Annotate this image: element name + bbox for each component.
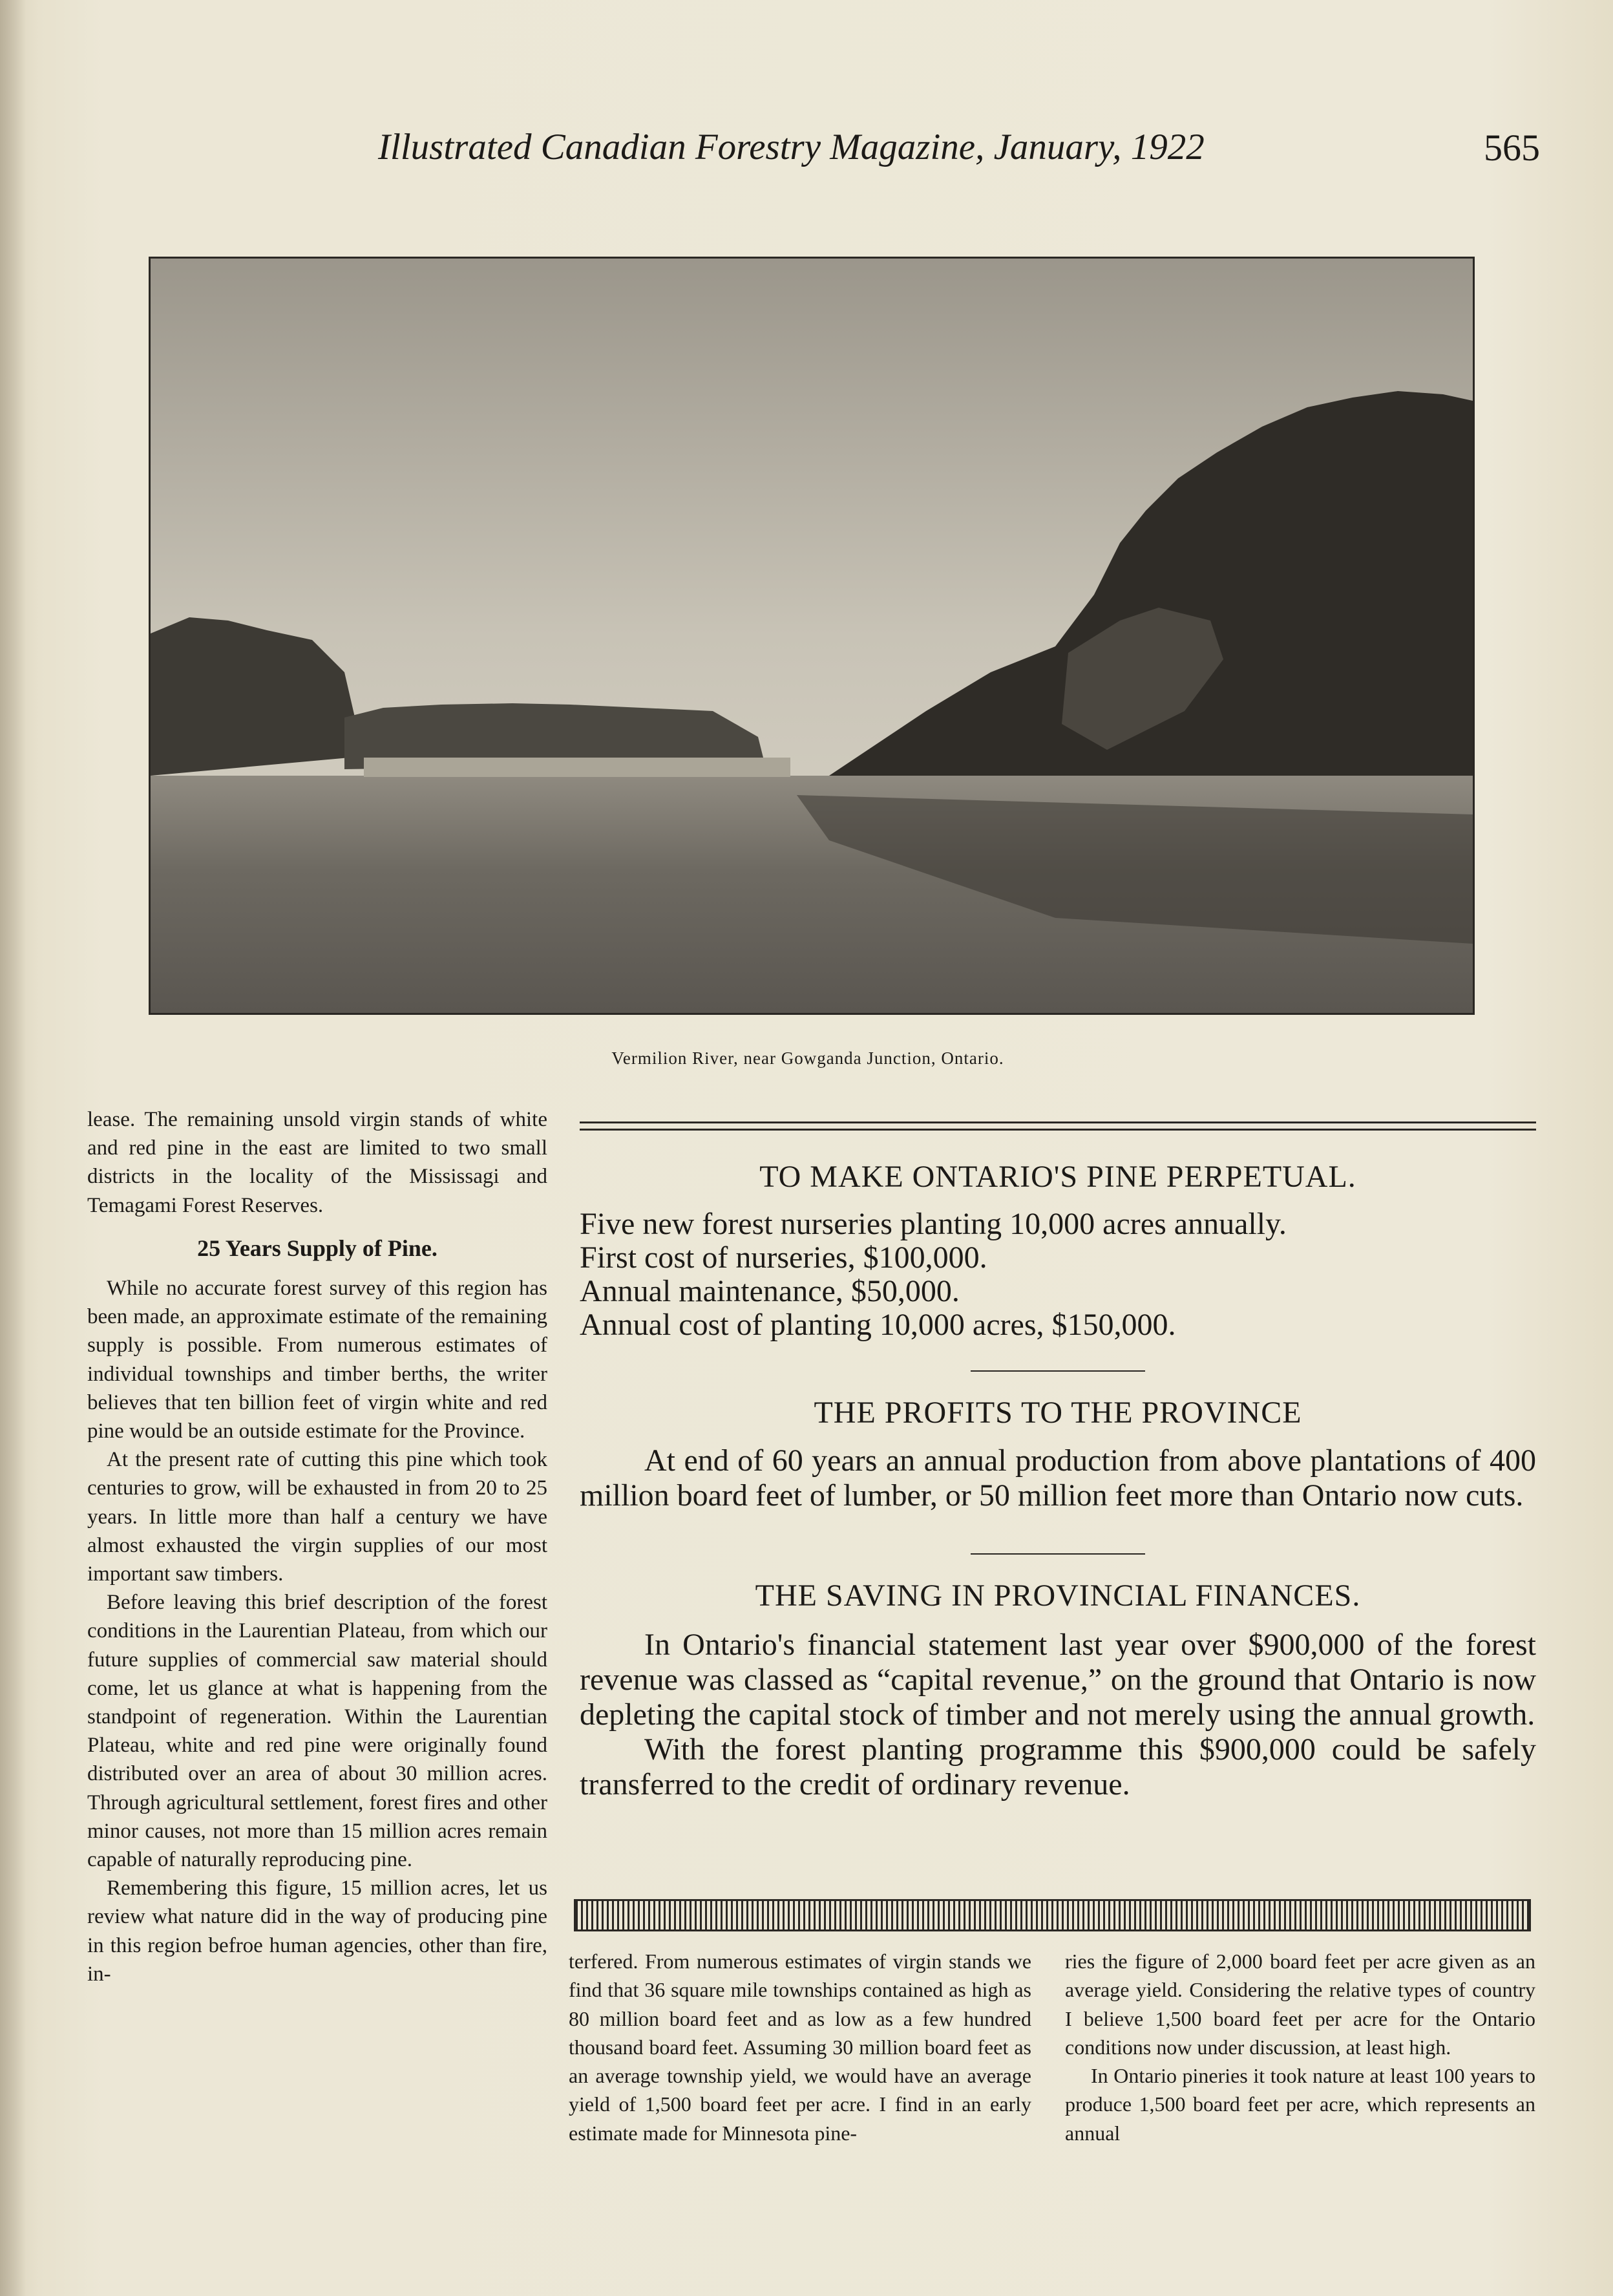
distant-water-band	[364, 758, 790, 777]
page-number: 565	[1484, 127, 1540, 169]
divider-rule	[971, 1553, 1145, 1555]
box-title-savings: THE SAVING IN PROVINCIAL FINANCES.	[755, 1578, 1361, 1613]
cost-line: Five new forest nurseries planting 10,000 acres annually.	[580, 1207, 1287, 1241]
middle-column	[569, 1947, 1031, 2147]
left-column	[87, 1105, 547, 1988]
cost-line: First cost of nurseries, $100,000.	[580, 1240, 987, 1275]
divider-rule	[971, 1370, 1145, 1372]
river-photograph	[149, 257, 1475, 1015]
right-column	[1065, 1947, 1535, 2147]
savings-paragraph-1: In Ontario's financial statement last year over $900,000 of the forest revenue was classed as “capital revenue,” on the ground that Ontario is now depleting the capital stock of timber and not merely using the annual growth.	[580, 1628, 1536, 1732]
box-top-double-rule	[580, 1121, 1536, 1131]
decorative-hatch-rule	[574, 1899, 1531, 1931]
left-paragraph-3: At the present rate of cutting this pine which took centuries to grow, will be exhausted in from 20 to 25 years. In little more than half a century we have almost exhausted the virgin supplies of our most important saw timbers.	[87, 1448, 547, 1586]
right-paragraph-2: In Ontario pineries it took nature at least 100 years to produce 1,500 board feet per acre, which represents an annual	[1065, 2064, 1535, 2145]
cost-lines	[580, 1207, 1536, 1342]
photo-caption: Vermilion River, near Gowganda Junction, Ontario.	[611, 1048, 1004, 1068]
savings-paragraph-2: With the forest planting programme this $900,000 could be safely transferred to the credit of ordinary revenue.	[580, 1732, 1536, 1802]
binding-gutter	[0, 0, 26, 2296]
right-paragraph-1: ries the figure of 2,000 board feet per acre given as an average yield. Considering the relative types of country I believe 1,500 board feet per acre for the Ontario conditions now under discussion, at least high.	[1065, 1950, 1535, 2059]
pine-perpetual-box	[580, 1121, 1536, 1882]
cost-line: Annual cost of planting 10,000 acres, $150,000.	[580, 1308, 1176, 1342]
running-header-title: Illustrated Canadian Forestry Magazine, January, 1922	[378, 127, 1205, 167]
cost-line: Annual maintenance, $50,000.	[580, 1274, 960, 1308]
profits-text: At end of 60 years an annual production from above plantations of 400 million board feet of lumber, or 50 million feet more than Ontario now cuts.	[580, 1443, 1536, 1513]
middle-paragraph: terfered. From numerous estimates of virgin stands we find that 36 square mile townships contained as high as 80 million board feet and as low as a few hundred thousand board feet. Assuming 30 million board feet as an average township yield, we would have an average yield of 1,500 board feet per acre. I find in an early estimate made for Minnesota pine-	[569, 1950, 1031, 2145]
section-heading: 25 Years Supply of Pine.	[197, 1235, 438, 1261]
box-title-profits: THE PROFITS TO THE PROVINCE	[814, 1396, 1302, 1430]
box-title-pine-perpetual: TO MAKE ONTARIO'S PINE PERPETUAL.	[759, 1160, 1356, 1194]
river-landscape-image	[151, 259, 1473, 1013]
left-paragraph-4: Before leaving this brief description of the forest conditions in the Laurentian Plateau, from which our future supplies of commercial saw material should come, let us glance at what is happening from the standpoint of regeneration. Within the Laurentian Plateau, white and red pine were originally found distributed over an area of about 30 million acres. Through agricultural settlement, forest fires and other minor causes, not more than 15 million acres remain capable of naturally reproducing pine.	[87, 1591, 547, 1872]
left-paragraph-5: Remembering this figure, 15 million acres, let us review what nature did in the way of producing pine in this region befroe human agencies, other than fire, in-	[87, 1876, 547, 1986]
left-paragraph-1: lease. The remaining unsold virgin stands of white and red pine in the east are limited to two small districts in the locality of the Mississagi and Temagami Forest Reserves.	[87, 1108, 547, 1217]
left-paragraph-2: While no accurate forest survey of this region has been made, an approximate estimate of the remaining supply is possible. From numerous estimates of individual townships and timber berths, the writer believes that ten billion feet of virgin white and red pine would be an outside estimate for the Province.	[87, 1277, 547, 1443]
